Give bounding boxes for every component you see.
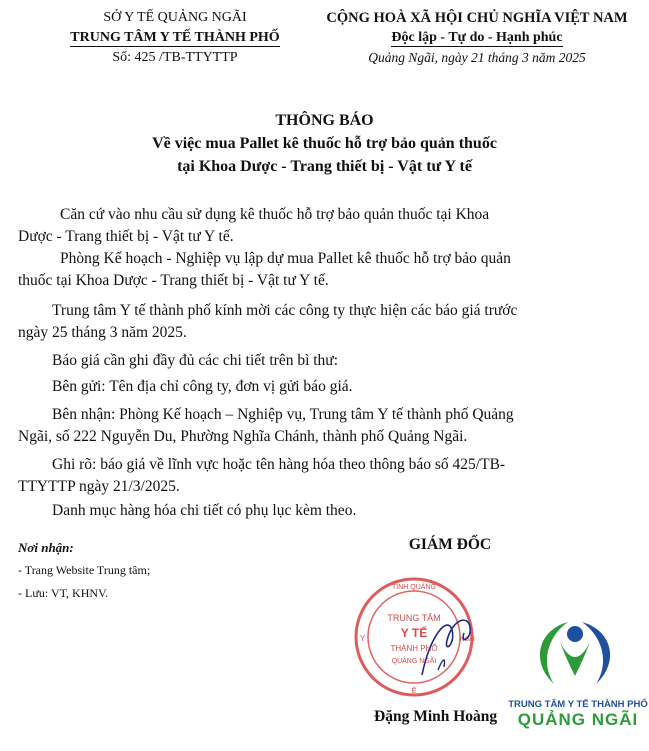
paragraph-8: Danh mục hàng hóa chi tiết có phụ lục kèm theo. [52, 502, 357, 519]
stamp-line3: THÀNH PHỐ [390, 644, 438, 653]
title-subject-line1: Về việc mua Pallet kê thuốc hỗ trợ bảo quản thuốc [152, 135, 497, 152]
stamp-top-text: TỈNH QUẢNG [392, 584, 436, 591]
stamp-right-text: NGÃI [460, 637, 475, 643]
paragraph-7-line2: TTYTTP ngày 21/3/2025. [18, 478, 180, 495]
document-number: Số: 425 /TB-TTYTTP [112, 50, 238, 65]
official-stamp [352, 575, 476, 699]
paragraph-1-line1: Căn cứ vào nhu cầu sử dụng kê thuốc hỗ trợ bảo quản thuốc tại Khoa [60, 206, 490, 223]
paragraph-7-line1: Ghi rõ: báo giá về lĩnh vực hoặc tên hàng hóa theo thông báo số 425/TB- [52, 456, 506, 473]
center-logo-mark [520, 612, 630, 696]
stamp-line4: QUẢNG NGÃI [391, 658, 437, 665]
national-motto: Độc lập - Tự do - Hạnh phúc [391, 30, 563, 45]
recipients-label: Nơi nhận: [18, 540, 74, 555]
center-name: TRUNG TÂM Y TẾ THÀNH PHỐ [70, 30, 280, 45]
title-subject-line2: tại Khoa Dược - Trang thiết bị - Vật tư Y tế [177, 158, 472, 175]
document-title: THÔNG BÁO [275, 112, 374, 129]
place-date: Quảng Ngãi, ngày 21 tháng 3 năm 2025 [368, 50, 586, 65]
paragraph-6-line2: Ngãi, số 222 Nguyễn Du, Phường Nghĩa Chánh, thành phố Quảng Ngãi. [18, 428, 468, 445]
recipient-item: - Trang Website Trung tâm; [18, 563, 151, 577]
paragraph-4: Báo giá cần ghi đầy đủ các chi tiết trên bì thư: [52, 352, 339, 369]
stamp-line1: TRUNG TÂM [387, 613, 441, 623]
header-right [316, 8, 638, 68]
signature-title: GIÁM ĐỐC [408, 536, 492, 553]
paragraph-5: Bên gửi: Tên địa chỉ công ty, đơn vị gửi báo giá. [52, 378, 353, 395]
logo-line1: TRUNG TÂM Y TẾ THÀNH PHỐ [508, 699, 648, 710]
stamp-bottom-text: Ế [411, 688, 417, 695]
signer-name: Đặng Minh Hoàng [374, 708, 498, 725]
logo-line2: QUẢNG NGÃI [517, 710, 639, 729]
paragraph-2-line2: thuốc tại Khoa Dược - Trang thiết bị - Vật tư Y tế. [18, 272, 329, 289]
stamp-line2: Y TẾ [400, 626, 428, 640]
paragraph-3-line2: ngày 25 tháng 3 năm 2025. [18, 324, 187, 341]
paragraph-1-line2: Dược - Trang thiết bị - Vật tư Y tế. [18, 228, 234, 245]
country-name: CỘNG HOÀ XÃ HỘI CHỦ NGHĨA VIỆT NAM [326, 10, 628, 26]
header-left [50, 8, 300, 68]
recipient-item: - Lưu: VT, KHNV. [18, 586, 109, 600]
paragraph-6-line1: Bên nhận: Phòng Kế hoạch – Nghiệp vụ, Trung tâm Y tế thành phố Quảng [52, 406, 514, 423]
department-name: SỞ Y TẾ QUẢNG NGÃI [103, 10, 247, 25]
paragraph-2-line1: Phòng Kế hoạch - Nghiệp vụ lập dự mua Pallet kê thuốc hỗ trợ bảo quản [60, 250, 511, 267]
paragraph-3-line1: Trung tâm Y tế thành phố kính mời các công ty thực hiện các báo giá trước [52, 302, 518, 319]
stamp-left-text: Y [360, 634, 366, 643]
